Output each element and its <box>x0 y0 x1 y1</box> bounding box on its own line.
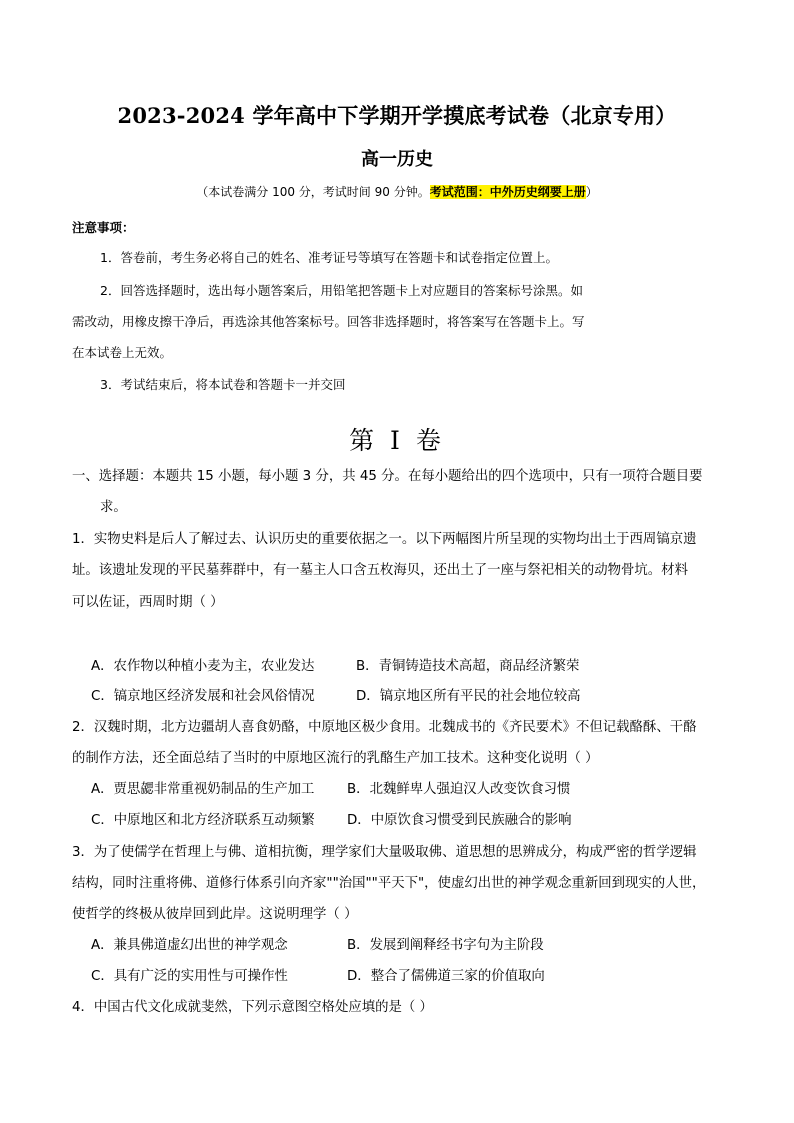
question-4-line-1: 4．中国古代文化成就斐然，下列示意图空格处应填的是（ ） <box>72 1000 433 1015</box>
question-1-option-b: B．青铜铸造技术高超，商品经济繁荣 <box>356 659 580 674</box>
exam-title: 2023-2024 学年高中下学期开学摸底考试卷（北京专用） <box>117 103 677 128</box>
question-3-option-b: B．发展到阐释经书字句为主阶段 <box>347 938 544 953</box>
question-1-option-a: A．农作物以种植小麦为主，农业发达 <box>91 659 315 674</box>
note-suffix: ） <box>585 185 598 199</box>
question-1-line-2: 址。该遗址发现的平民墓葬群中，有一墓主人口含五枚海贝，还出土了一座与祭祀相关的动物骨坑。材料 <box>72 563 688 578</box>
question-3-line-3: 使哲学的终极从彼岸回到此岸。这说明理学（ ） <box>72 907 358 922</box>
section-instruction-line-1: 一、选择题：本题共 15 小题，每小题 3 分，共 45 分。在每小题给出的四个选项中，只有一项符合题目要 <box>72 469 703 484</box>
question-1-line-1: 1．实物史料是后人了解过去、认识历史的重要依据之一。以下两幅图片所呈现的实物均出土于西周镐京遗 <box>72 532 697 547</box>
question-1-line-3: 可以佐证，西周时期（ ） <box>72 595 224 610</box>
question-3-option-a: A．兼具佛道虚幻出世的神学观念 <box>91 938 288 953</box>
section-instruction-line-2: 求。 <box>100 500 127 515</box>
question-2-option-d: D．中原饮食习惯受到民族融合的影响 <box>347 813 572 828</box>
question-2-option-c: C．中原地区和北方经济联系互动频繁 <box>91 813 315 828</box>
notice-item-2-line-1: 2．回答选择题时，选出每小题答案后，用铅笔把答题卡上对应题目的答案标号涂黑。如 <box>100 283 583 298</box>
question-3-line-1: 3．为了使儒学在哲理上与佛、道相抗衡，理学家们大量吸取佛、道思想的思辨成分，构成严密的哲学逻辑 <box>72 845 697 860</box>
exam-scope-highlight: 考试范围：中外历史纲要上册 <box>429 185 586 199</box>
note-prefix: （本试卷满分 100 分，考试时间 90 分钟。 <box>196 185 430 199</box>
notice-item-2-line-3: 在本试卷上无效。 <box>72 345 173 360</box>
question-1-option-d: D．镐京地区所有平民的社会地位较高 <box>356 689 581 704</box>
exam-scope-note <box>0 183 794 200</box>
question-2-line-1: 2．汉魏时期，北方边疆胡人喜食奶酪，中原地区极少食用。北魏成书的《齐民要术》不但记载酪酥、干酪 <box>72 720 697 735</box>
question-2-option-b: B．北魏鲜卑人强迫汉人改变饮食习惯 <box>347 782 571 797</box>
notice-heading: 注意事项： <box>72 220 135 235</box>
subject-title: 高一历史 <box>361 149 433 170</box>
question-2-line-2: 的制作方法，还全面总结了当时的中原地区流行的乳酪生产加工技术。这种变化说明（ ） <box>72 751 599 766</box>
notice-item-1: 1．答卷前，考生务必将自己的姓名、准考证号等填写在答题卡和试卷指定位置上。 <box>100 250 558 265</box>
notice-item-3: 3．考试结束后，将本试卷和答题卡一并交回 <box>100 377 346 392</box>
question-3-option-d: D．整合了儒佛道三家的价值取向 <box>347 969 545 984</box>
question-3-option-c: C．具有广泛的实用性与可操作性 <box>91 969 288 984</box>
question-3-line-2: 结构，同时注重将佛、道修行体系引向齐家""治国""平天下"，使虚幻出世的神学观念重新回到现实的人世， <box>72 876 706 891</box>
question-2-option-a: A．贾思勰非常重视奶制品的生产加工 <box>91 782 315 797</box>
volume-title: 第 I 卷 <box>349 426 445 455</box>
question-1-option-c: C．镐京地区经济发展和社会风俗情况 <box>91 689 315 704</box>
notice-item-2-line-2: 需改动，用橡皮擦干净后，再选涂其他答案标号。回答非选择题时，将答案写在答题卡上。写 <box>72 314 585 329</box>
